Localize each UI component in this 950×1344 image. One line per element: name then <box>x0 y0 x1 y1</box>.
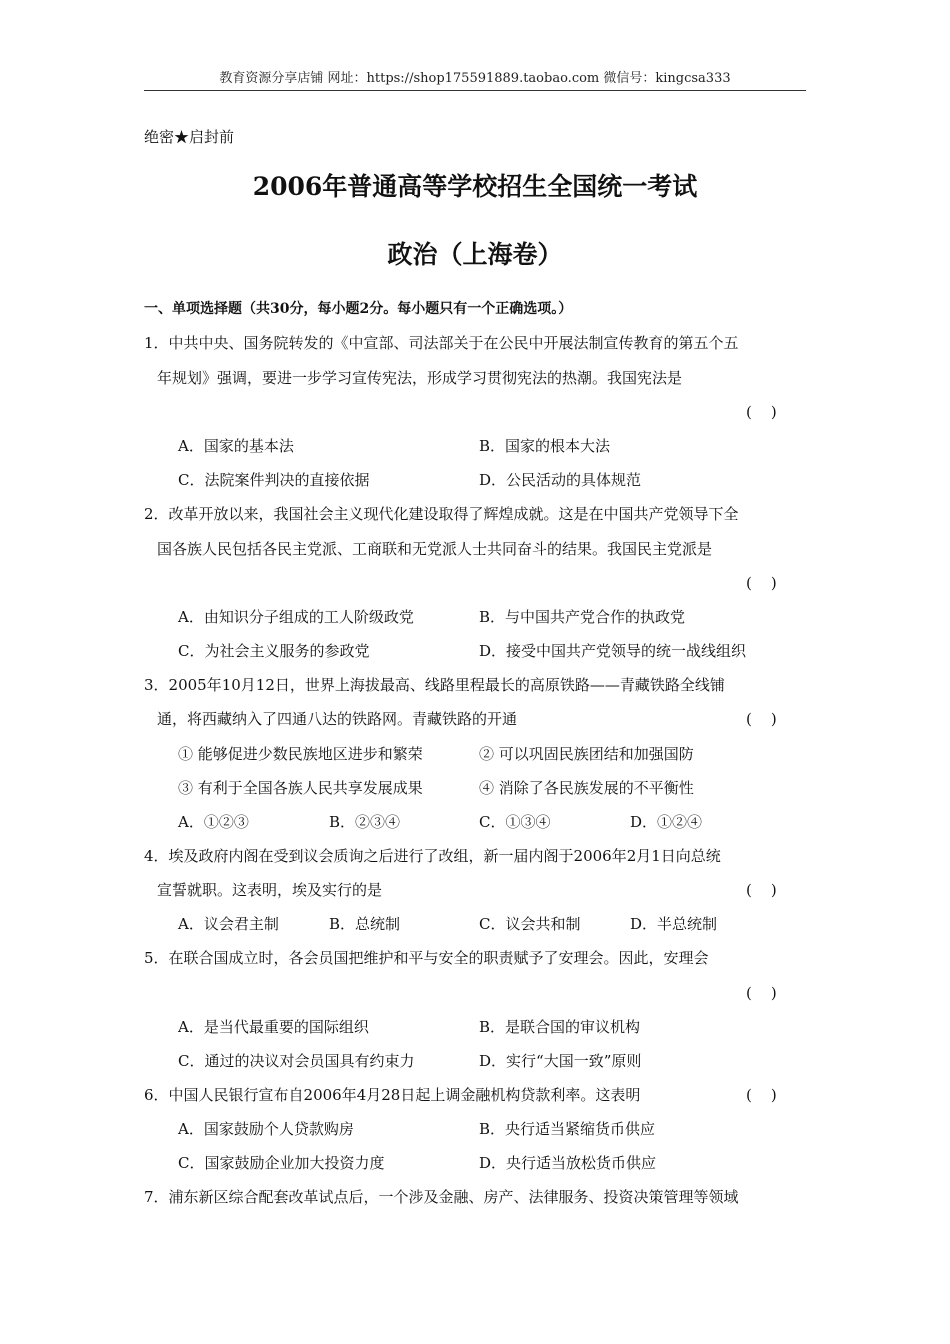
question-6-option-a: A．国家鼓励个人贷款购房 <box>178 1120 354 1138</box>
question-1-option-a: A．国家的基本法 <box>178 437 294 455</box>
question-3-option-b: B．②③④ <box>329 813 401 831</box>
question-2-line-2: 国各族人民包括各民主党派、工商联和无党派人士共同奋斗的结果。我国民主党派是 <box>157 540 713 558</box>
question-3-option-a: A．①②③ <box>178 813 249 831</box>
question-4-line-2: 宣誓就职。这表明，埃及实行的是 <box>157 881 383 899</box>
question-1-option-c: C．法院案件判决的直接依据 <box>178 471 370 489</box>
question-4-option-d: D．半总统制 <box>630 915 718 933</box>
question-3-line-2: 通，将西藏纳入了四通八达的铁路网。青藏铁路的开通 <box>157 710 518 728</box>
page-header: 教育资源分享店铺 网址：https://shop175591889.taobao.com 微信号：kingcsa333 <box>144 70 806 91</box>
question-6-line-1: 6．中国人民银行宣布自2006年4月28日起上调金融机构贷款利率。这表明 <box>144 1086 641 1104</box>
exam-title: 2006年普通高等学校招生全国统一考试 <box>252 172 698 201</box>
question-4-option-a: A．议会君主制 <box>178 915 279 933</box>
exam-subtitle: 政治（上海卷） <box>387 240 563 269</box>
question-3-item-3: ③ 有利于全国各族人民共享发展成果 <box>178 779 423 797</box>
question-6-option-b: B．央行适当紧缩货币供应 <box>479 1120 656 1138</box>
question-3-item-4: ④ 消除了各民族发展的不平衡性 <box>479 779 694 797</box>
question-2-option-d: D．接受中国共产党领导的统一战线组织 <box>479 642 747 660</box>
question-2-option-b: B．与中国共产党合作的执政党 <box>479 608 686 626</box>
question-6-option-d: D．央行适当放松货币供应 <box>479 1154 657 1172</box>
question-5-option-b: B．是联合国的审议机构 <box>479 1018 641 1036</box>
question-1-option-b: B．国家的根本大法 <box>479 437 611 455</box>
question-4-line-1: 4．埃及政府内阁在受到议会质询之后进行了改组，新一届内阁于2006年2月1日向总统 <box>144 847 721 865</box>
question-5-answer-blank: ( ) <box>746 984 777 1002</box>
question-6-answer-blank: ( ) <box>746 1086 777 1104</box>
question-4-answer-blank: ( ) <box>746 881 777 899</box>
question-3-line-1: 3．2005年10月12日，世界上海拔最高、线路里程最长的高原铁路——青藏铁路全线铺 <box>144 676 725 694</box>
question-7-line-1: 7．浦东新区综合配套改革试点后，一个涉及金融、房产、法律服务、投资决策管理等领域 <box>144 1188 739 1206</box>
question-1-line-2: 年规划》强调，要进一步学习宣传宪法，形成学习贯彻宪法的热潮。我国宪法是 <box>157 369 683 387</box>
question-2-line-1: 2．改革开放以来，我国社会主义现代化建设取得了辉煌成就。这是在中国共产党领导下全 <box>144 505 739 523</box>
question-3-option-c: C．①③④ <box>479 813 551 831</box>
question-3-answer-blank: ( ) <box>746 710 777 728</box>
question-1-option-d: D．公民活动的具体规范 <box>479 471 642 489</box>
question-5-line-1: 5．在联合国成立时，各会员国把维护和平与安全的职责赋予了安理会。因此，安理会 <box>144 949 709 967</box>
question-2-option-a: A．由知识分子组成的工人阶级政党 <box>178 608 414 626</box>
confidential-label: 绝密★启封前 <box>144 128 235 146</box>
question-5-option-a: A．是当代最重要的国际组织 <box>178 1018 369 1036</box>
question-5-option-c: C．通过的决议对会员国具有约束力 <box>178 1052 415 1070</box>
question-2-answer-blank: ( ) <box>746 574 777 592</box>
question-4-option-b: B．总统制 <box>329 915 401 933</box>
question-6-option-c: C．国家鼓励企业加大投资力度 <box>178 1154 385 1172</box>
question-5-option-d: D．实行“大国一致”原则 <box>479 1052 642 1070</box>
question-4-option-c: C．议会共和制 <box>479 915 581 933</box>
question-1-line-1: 1．中共中央、国务院转发的《中宣部、司法部关于在公民中开展法制宣传教育的第五个五 <box>144 334 739 352</box>
question-3-option-d: D．①②④ <box>630 813 703 831</box>
question-3-item-1: ① 能够促进少数民族地区进步和繁荣 <box>178 745 423 763</box>
question-2-option-c: C．为社会主义服务的参政党 <box>178 642 370 660</box>
question-1-answer-blank: ( ) <box>746 403 777 421</box>
section-heading: 一、单项选择题（共30分，每小题2分。每小题只有一个正确选项。） <box>144 301 573 317</box>
question-3-item-2: ② 可以巩固民族团结和加强国防 <box>479 745 694 763</box>
